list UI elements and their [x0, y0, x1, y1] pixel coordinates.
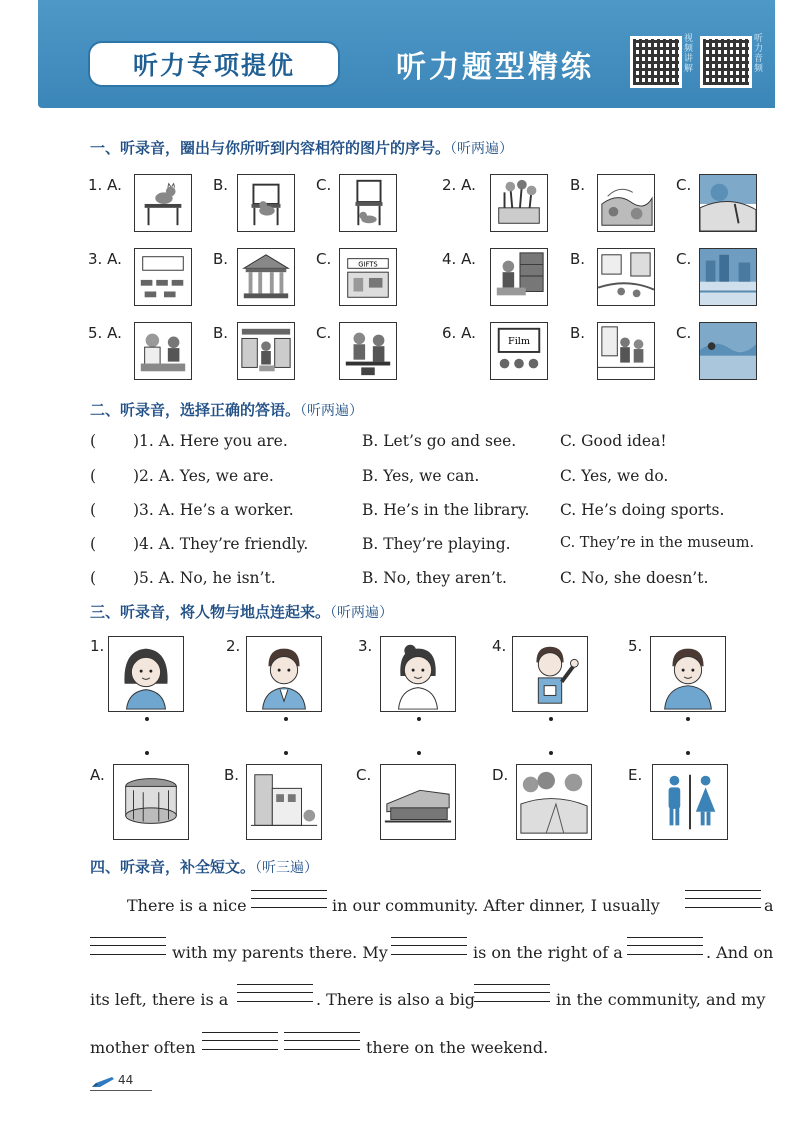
q2-1-option-a[interactable]: )1. A. Here you are. [133, 432, 288, 450]
section-badge-label: 听力专项提优 [132, 51, 295, 80]
q2-3-paren: ( [90, 501, 97, 519]
q5-picture-c-cafe[interactable] [339, 322, 397, 380]
q2-4-option-a[interactable]: )4. A. They’re friendly. [133, 535, 309, 553]
passage-text-2b: is on the right of a [473, 943, 623, 962]
q3-label: 3. A. [88, 250, 122, 268]
q2-1-option-b[interactable]: B. Let’s go and see. [362, 432, 517, 450]
place-e-restroom-sign[interactable] [652, 764, 728, 840]
place-a-label: A. [90, 766, 105, 784]
part1-heading [90, 137, 513, 158]
qr-code-audio[interactable] [700, 36, 752, 88]
passage-text-3a: its left, there is a [90, 990, 229, 1009]
gifts-sign-text: GIFTS [358, 260, 378, 269]
passage-text-1c: a [764, 896, 774, 915]
place-b-label: B. [224, 766, 240, 784]
part3-note: （听两遍） [330, 605, 394, 621]
place-d-label: D. [492, 766, 509, 784]
q3-picture-b-museum[interactable] [237, 248, 295, 306]
q6-option-b-label: B. [570, 324, 586, 342]
passage-text-1a: There is a nice [127, 896, 247, 915]
place-e-label: E. [628, 766, 643, 784]
q4-picture-a-library[interactable] [490, 248, 548, 306]
part1-heading-text: 一、听录音，圈出与你所听到内容相符的图片的序号。 [90, 139, 451, 157]
q4-label: 4. A. [442, 250, 476, 268]
q3-picture-c-gift-shop[interactable] [339, 248, 397, 306]
q2-3-option-b[interactable]: B. He’s in the library. [362, 501, 530, 519]
q2-4-paren: ( [90, 535, 97, 553]
q5-option-b-label: B. [213, 324, 229, 342]
section-badge [88, 41, 340, 87]
person-4-connector-dot[interactable] [549, 717, 553, 721]
place-b-buildings[interactable] [246, 764, 322, 840]
person-3-girl-portrait[interactable] [380, 636, 456, 712]
passage-text-3c: in the community, and my [556, 990, 766, 1009]
person-3-label: 3. [358, 637, 373, 655]
blank-5[interactable] [627, 937, 703, 955]
q5-label: 5. A. [88, 324, 122, 342]
q4-picture-c-city[interactable] [699, 248, 757, 306]
q4-option-c-label: C. [676, 250, 692, 268]
passage-text-2c: . And on [706, 943, 774, 962]
q2-picture-a-plants[interactable] [490, 174, 548, 232]
person-5-connector-dot[interactable] [686, 717, 690, 721]
q2-1-option-c[interactable]: C. Good idea! [560, 432, 667, 450]
place-d-connector-dot[interactable] [549, 751, 553, 755]
q1-option-c-label: C. [316, 176, 332, 194]
q2-2-option-b[interactable]: B. Yes, we can. [362, 467, 480, 485]
passage-text-4b: there on the weekend. [366, 1038, 549, 1057]
qr-caption-audio: 听力音频 [754, 34, 764, 74]
place-c-station[interactable] [380, 764, 456, 840]
qr-code-video[interactable] [630, 36, 682, 88]
film-sign-text: Film [508, 336, 530, 348]
q2-2-option-c[interactable]: C. Yes, we do. [560, 467, 669, 485]
footer-rule [90, 1090, 152, 1091]
q2-5-option-c[interactable]: C. No, she doesn’t. [560, 569, 709, 587]
passage-text-4a: mother often [90, 1038, 196, 1057]
q2-2-option-a[interactable]: )2. A. Yes, we are. [133, 467, 274, 485]
q2-option-c-label: C. [676, 176, 692, 194]
q2-5-paren: ( [90, 569, 97, 587]
part2-heading [90, 399, 363, 420]
q6-option-c-label: C. [676, 324, 692, 342]
person-2-label: 2. [226, 637, 241, 655]
q2-label: 2. A. [442, 176, 476, 194]
q1-picture-c-cat-under-chair[interactable] [339, 174, 397, 232]
blank-6[interactable] [237, 984, 313, 1002]
person-1-label: 1. [90, 637, 105, 655]
place-d-park[interactable] [516, 764, 592, 840]
q6-picture-b-friends[interactable] [597, 322, 655, 380]
blank-8[interactable] [202, 1032, 278, 1050]
q2-picture-b-park[interactable] [597, 174, 655, 232]
q1-option-b-label: B. [213, 176, 229, 194]
q3-picture-a-classroom[interactable] [134, 248, 192, 306]
q6-label: 6. A. [442, 324, 476, 342]
qr-caption-video: 视频讲解 [684, 34, 694, 74]
q1-label: 1. A. [88, 176, 122, 194]
q1-picture-a-cat-on-table[interactable] [134, 174, 192, 232]
place-e-connector-dot[interactable] [686, 751, 690, 755]
q2-option-b-label: B. [570, 176, 586, 194]
blank-4[interactable] [391, 937, 467, 955]
blank-9[interactable] [284, 1032, 360, 1050]
q6-picture-c-lake[interactable] [699, 322, 757, 380]
blank-2[interactable] [685, 890, 761, 908]
q2-2-paren: ( [90, 467, 97, 485]
q3-option-c-label: C. [316, 250, 332, 268]
part2-heading-text: 二、听录音，选择正确的答语。 [90, 401, 301, 419]
passage-text-2a: with my parents there. My [172, 943, 388, 962]
person-3-connector-dot[interactable] [417, 717, 421, 721]
person-4-label: 4. [492, 637, 507, 655]
person-2-boy-portrait[interactable] [246, 636, 322, 712]
blank-1[interactable] [251, 890, 327, 908]
person-1-connector-dot[interactable] [145, 717, 149, 721]
blank-3[interactable] [90, 937, 166, 955]
person-1-girl-portrait[interactable] [108, 636, 184, 712]
q3-option-b-label: B. [213, 250, 229, 268]
q2-5-option-b[interactable]: B. No, they aren’t. [362, 569, 507, 587]
part4-heading [90, 856, 318, 877]
q2-4-option-c[interactable]: C. They’re in the museum. [560, 535, 755, 551]
q5-option-c-label: C. [316, 324, 332, 342]
q5-picture-b-supermarket[interactable] [237, 322, 295, 380]
person-2-connector-dot[interactable] [284, 717, 288, 721]
person-5-label: 5. [628, 637, 643, 655]
q1-picture-b-cat-on-chair[interactable] [237, 174, 295, 232]
q2-5-option-a[interactable]: )5. A. No, he isn’t. [133, 569, 276, 587]
q2-3-option-a[interactable]: )3. A. He’s a worker. [133, 501, 294, 519]
place-c-label: C. [356, 766, 372, 784]
part1-note: （听两遍） [450, 141, 514, 157]
place-a-stadium[interactable] [113, 764, 189, 840]
page-number: 44 [118, 1073, 134, 1087]
passage-text-3b: . There is also a big [316, 990, 476, 1009]
q2-1-paren: ( [90, 432, 97, 450]
q2-3-option-c[interactable]: C. He’s doing sports. [560, 501, 725, 519]
place-c-connector-dot[interactable] [417, 751, 421, 755]
q6-picture-a-cinema[interactable] [490, 322, 548, 380]
person-4-boy-waving[interactable] [512, 636, 588, 712]
q2-4-option-b[interactable]: B. They’re playing. [362, 535, 511, 553]
page-title: 听力题型精练 [396, 50, 594, 85]
passage-text-1b: in our community. After dinner, I usually [332, 896, 660, 915]
part4-note: （听三遍） [255, 860, 319, 876]
part3-heading-text: 三、听录音，将人物与地点连起来。 [90, 603, 331, 621]
q4-option-b-label: B. [570, 250, 586, 268]
q4-picture-b-street[interactable] [597, 248, 655, 306]
q2-picture-c-hill[interactable] [699, 174, 757, 232]
place-b-connector-dot[interactable] [284, 751, 288, 755]
blank-7[interactable] [474, 984, 550, 1002]
part4-heading-text: 四、听录音，补全短文。 [90, 858, 256, 876]
place-a-connector-dot[interactable] [145, 751, 149, 755]
q5-picture-a-doctor[interactable] [134, 322, 192, 380]
part2-note: （听两遍） [300, 403, 364, 419]
part3-heading [90, 601, 393, 622]
person-5-boy-portrait[interactable] [650, 636, 726, 712]
